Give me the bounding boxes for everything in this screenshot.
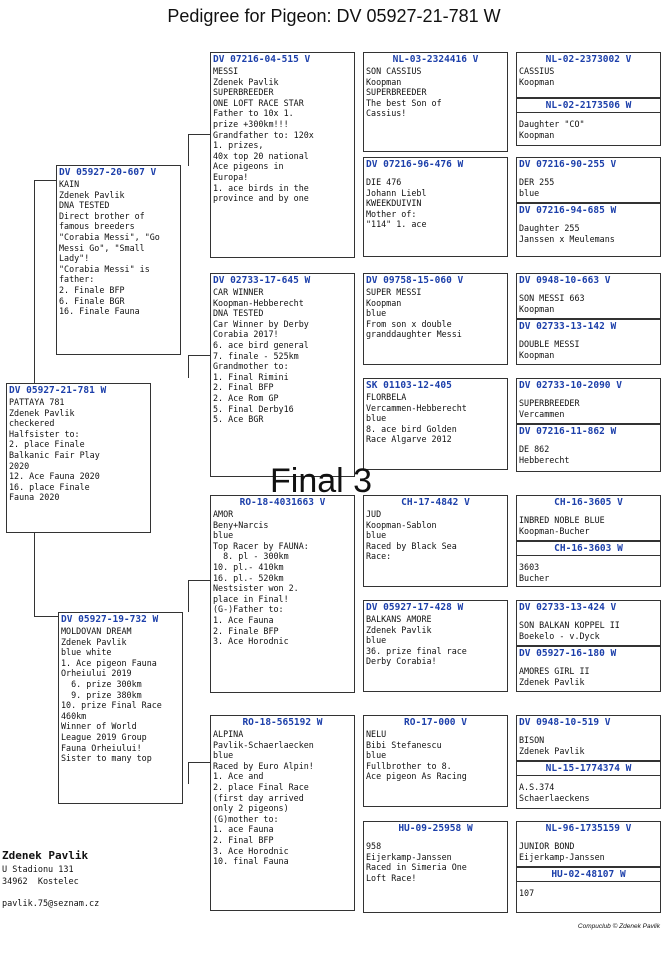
- ancestor-card-g4: [363, 157, 508, 257]
- detail-line: famous breeders: [59, 221, 135, 232]
- ancestor-card-g5: [516, 541, 661, 587]
- dam-card: [58, 612, 183, 804]
- ancestor-card-g5: [516, 715, 661, 761]
- detail-line: CASSIUS: [519, 66, 555, 76]
- detail-line: Nestsister won 2.: [213, 583, 299, 594]
- detail-line: Koopman: [519, 76, 555, 87]
- detail-line: 8. pl - 300km: [213, 551, 289, 562]
- ancestor-card-g4: [363, 600, 508, 692]
- detail-line: Race:: [366, 551, 392, 562]
- detail-line: Hebberecht: [519, 454, 570, 465]
- ring-number: NL-02-2373002 V: [545, 54, 632, 65]
- detail-line: 10. prize Final Race: [61, 700, 162, 711]
- detail-line: BALKANS AMORE: [366, 614, 432, 624]
- detail-line: 2. place Finale: [9, 439, 85, 450]
- ring-number: RO-17-000 V: [404, 717, 467, 728]
- ring-number: CH-16-3603 W: [517, 542, 660, 556]
- detail-line: JUD: [366, 509, 382, 519]
- detail-line: father:: [59, 274, 95, 285]
- detail-line: Fauna Orheiului!: [61, 742, 142, 753]
- detail-line: KAIN: [59, 179, 80, 189]
- ancestor-card-g4: [363, 495, 508, 587]
- detail-line: 5. Ace BGR: [213, 414, 264, 425]
- final-watermark: Final 3: [270, 462, 373, 500]
- detail-line: Car Winner by Derby: [213, 318, 309, 329]
- detail-line: Direct brother of: [59, 210, 145, 221]
- detail-line: 8. ace bird Golden: [366, 423, 457, 434]
- detail-line: Derby Corabia!: [366, 656, 437, 667]
- detail-line: 5. Final Derby16: [213, 403, 294, 414]
- detail-line: Koopman: [366, 76, 402, 87]
- detail-line: Balkanic Fair Play: [9, 449, 100, 460]
- detail-line: 6. ace bird general: [213, 339, 309, 350]
- detail-line: Loft Race!: [366, 872, 417, 883]
- granddam-maternal-card: [210, 715, 355, 911]
- ring-number: DV 0948-10-663 V: [519, 275, 611, 286]
- detail-line: 2. Final BFP: [213, 382, 274, 393]
- owner-address-line: 34962 Kostelec: [2, 877, 79, 887]
- ring-number: SK 01103-12-405: [366, 380, 452, 391]
- connector-line: [188, 355, 210, 356]
- ring-number: DV 07216-90-255 V: [519, 159, 617, 170]
- connector-line: [34, 616, 58, 617]
- ancestor-card-g5: [516, 495, 661, 541]
- ring-number: DV 07216-94-685 W: [519, 205, 617, 216]
- detail-line: AMOR: [213, 509, 234, 519]
- ring-number: NL-03-2324416 V: [392, 54, 479, 65]
- detail-line: Boekelo - v.Dyck: [519, 630, 600, 641]
- detail-line: Koopman-Sablon: [366, 519, 437, 530]
- ancestor-card-g5: [516, 600, 661, 646]
- detail-line: Ace pigeon As Racing: [366, 771, 467, 782]
- ancestor-card-g4: [363, 273, 508, 365]
- detail-line: Janssen x Meulemans: [519, 233, 615, 244]
- detail-line: Lady"!: [59, 253, 90, 264]
- ring-number: RO-18-4031663 V: [239, 497, 326, 508]
- detail-line: Koopman-Bucher: [519, 525, 590, 536]
- owner-info: [2, 848, 99, 910]
- pigeon-details: [7, 397, 150, 503]
- detail-line: Corabia 2017!: [213, 329, 279, 340]
- detail-line: 10. pl.- 410km: [213, 561, 284, 572]
- detail-line: The best Son of: [366, 97, 442, 108]
- ancestor-card-g5: [516, 273, 661, 319]
- ring-number: DV 05927-17-428 W: [366, 602, 464, 613]
- ancestor-card-g4: [363, 378, 508, 470]
- ancestor-card-g5: [516, 378, 661, 424]
- ring-number: NL-15-1774374 W: [517, 762, 660, 776]
- detail-line: 3. Ace Horodnic: [213, 845, 289, 856]
- detail-line: 1. Final Rimini: [213, 371, 289, 382]
- detail-line: 6. prize 300km: [61, 678, 142, 689]
- detail-line: DNA TESTED: [59, 200, 110, 211]
- detail-line: Mother of:: [366, 208, 417, 219]
- detail-line: 1. ace Fauna: [213, 824, 274, 835]
- ring-number: DV 05927-20-607 V: [59, 167, 157, 178]
- detail-line: 1. prizes,: [213, 140, 264, 151]
- detail-line: Bibi Stefanescu: [366, 739, 442, 750]
- detail-line: Raced in Simeria One: [366, 862, 467, 873]
- detail-line: Zdenek Pavlik: [61, 636, 127, 647]
- ring-number: HU-02-48107 W: [517, 868, 660, 882]
- ring-number: DV 05927-16-180 W: [519, 648, 617, 659]
- detail-line: SON BALKAN KOPPEL II: [519, 620, 620, 630]
- detail-line: SUPERBREEDER: [366, 87, 427, 98]
- ring-number: DV 02733-13-424 V: [519, 602, 617, 613]
- detail-line: only 2 pigeons): [213, 803, 289, 814]
- owner-name: Zdenek Pavlik: [2, 849, 89, 862]
- connector-line: [34, 532, 35, 616]
- detail-line: 1. ace birds in the: [213, 182, 309, 193]
- detail-line: Daughter "CO": [519, 119, 585, 129]
- detail-line: Orheiului 2019: [61, 668, 132, 679]
- detail-line: Cassius!: [366, 108, 407, 119]
- detail-line: 1. Ace and: [213, 771, 264, 782]
- detail-line: "114" 1. ace: [366, 219, 427, 230]
- detail-line: 40x top 20 national: [213, 150, 309, 161]
- detail-line: Zdenek Pavlik: [213, 76, 279, 87]
- detail-line: "Corabia Messi", "Go: [59, 231, 160, 242]
- ancestor-card-g5: [516, 319, 661, 365]
- detail-line: 7. finale - 525km: [213, 350, 299, 361]
- detail-line: SON CASSIUS: [366, 66, 422, 76]
- ring-number: DV 0948-10-519 V: [519, 717, 611, 728]
- detail-line: Fullbrother to 8.: [366, 760, 452, 771]
- ring-number: DV 02733-10-2090 V: [519, 380, 622, 391]
- detail-line: DNA TESTED: [213, 308, 264, 319]
- page-title: Pedigree for Pigeon: DV 05927-21-781 W: [167, 6, 501, 26]
- detail-line: blue: [519, 187, 540, 198]
- connector-line: [188, 580, 210, 581]
- detail-line: prize +300km!!!: [213, 118, 289, 129]
- detail-line: BISON: [519, 735, 545, 745]
- grandsire-paternal-card: [210, 52, 355, 258]
- connector-line: [188, 762, 210, 763]
- detail-line: Europa!: [213, 171, 249, 182]
- detail-line: blue: [213, 750, 234, 761]
- detail-line: Koopman: [519, 129, 555, 140]
- ring-number: HU-09-25958 W: [398, 823, 473, 834]
- detail-line: Daughter 255: [519, 223, 580, 233]
- detail-line: Bucher: [519, 572, 550, 583]
- detail-line: Johann Liebl: [366, 187, 427, 198]
- detail-line: 16. pl.- 520km: [213, 572, 284, 583]
- detail-line: DE 862: [519, 444, 550, 454]
- detail-line: 2. Finale BFP: [59, 284, 125, 295]
- ancestor-card-g4: [363, 52, 508, 152]
- detail-line: MOLDOVAN DREAM: [61, 626, 132, 636]
- ancestor-card-g5: [516, 646, 661, 692]
- ring-number: DV 05927-21-781 W: [9, 385, 107, 396]
- detail-line: Zdenek Pavlik: [519, 745, 585, 756]
- ring-number: CH-16-3605 V: [554, 497, 623, 508]
- detail-line: JUNIOR BOND: [519, 841, 575, 851]
- detail-line: 1. Ace Fauna: [213, 614, 274, 625]
- detail-line: AMORES GIRL II: [519, 666, 590, 676]
- detail-line: blue: [366, 635, 387, 646]
- detail-line: Ace pigeons in: [213, 161, 284, 172]
- detail-line: CAR WINNER: [213, 287, 264, 297]
- subject-pigeon-card: [6, 383, 151, 533]
- detail-line: SON MESSI 663: [519, 293, 585, 303]
- detail-line: granddaughter Messi: [366, 329, 462, 340]
- detail-line: FLORBELA: [366, 392, 407, 402]
- ancestor-card-g5: [516, 52, 661, 98]
- detail-line: DOUBLE MESSI: [519, 339, 580, 349]
- ancestor-card-g5: [516, 424, 661, 472]
- detail-line: Winner of World: [61, 721, 137, 732]
- detail-line: 36. prize final race: [366, 645, 467, 656]
- sire-card: [56, 165, 181, 355]
- detail-line: Father to 10x 1.: [213, 108, 294, 119]
- detail-line: (G-)Father to:: [213, 604, 284, 615]
- ancestor-card-g4: [363, 715, 508, 807]
- connector-line: [188, 355, 189, 378]
- ring-number: DV 02733-13-142 W: [519, 321, 617, 332]
- connector-line: [188, 134, 210, 135]
- ancestor-card-g5: [516, 821, 661, 867]
- detail-line: place in Final!: [213, 593, 289, 604]
- detail-line: Vercammen: [519, 408, 565, 419]
- detail-line: Zdenek Pavlik: [366, 624, 432, 635]
- ancestor-card-g5: [516, 157, 661, 203]
- detail-line: From son x double: [366, 318, 452, 329]
- granddam-paternal-card: [210, 273, 355, 477]
- detail-line: blue: [366, 530, 387, 541]
- detail-line: Halfsister to:: [9, 428, 80, 439]
- detail-line: Zdenek Pavlik: [9, 407, 75, 418]
- detail-line: Vercammen-Hebberecht: [366, 402, 467, 413]
- detail-line: Grandmother to:: [213, 361, 289, 372]
- ancestor-card-g5: [516, 203, 661, 257]
- ancestor-card-g4: [363, 821, 508, 913]
- detail-line: ALPINA: [213, 729, 244, 739]
- detail-line: SUPER MESSI: [366, 287, 422, 297]
- detail-line: Koopman-Hebberecht: [213, 297, 304, 308]
- detail-line: INBRED NOBLE BLUE: [519, 515, 605, 525]
- detail-line: Pavlik-Schaerlaecken: [213, 739, 314, 750]
- detail-line: blue white: [61, 647, 112, 658]
- detail-line: Beny+Narcis: [213, 519, 269, 530]
- connector-line: [188, 762, 189, 784]
- ring-number: DV 05927-19-732 W: [61, 614, 159, 625]
- detail-line: Eijerkamp-Janssen: [366, 851, 452, 862]
- detail-line: Koopman: [519, 349, 555, 360]
- detail-line: DER 255: [519, 177, 555, 187]
- detail-line: 6. Finale BGR: [59, 295, 125, 306]
- connector-line: [34, 180, 35, 385]
- detail-line: checkered: [9, 418, 55, 429]
- detail-line: Grandfather to: 120x: [213, 129, 314, 140]
- connector-line: [188, 580, 189, 612]
- ring-number: DV 02733-17-645 W: [213, 275, 311, 286]
- detail-line: ONE LOFT RACE STAR: [213, 97, 304, 108]
- detail-line: A.S.374: [519, 782, 555, 792]
- detail-line: Top Racer by FAUNA:: [213, 540, 309, 551]
- detail-line: Raced by Euro Alpin!: [213, 760, 314, 771]
- detail-line: blue: [366, 413, 387, 424]
- detail-line: 16. place Finale: [9, 481, 90, 492]
- detail-line: 12. Ace Fauna 2020: [9, 471, 100, 482]
- detail-line: League 2019 Group: [61, 731, 147, 742]
- ring-number: RO-18-565192 W: [242, 717, 323, 728]
- detail-line: Koopman: [519, 303, 555, 314]
- ring-number: DV 07216-11-862 W: [519, 426, 617, 437]
- detail-line: 10. final Fauna: [213, 856, 289, 867]
- detail-line: 2. place Final Race: [213, 781, 309, 792]
- detail-line: 2. Ace Rom GP: [213, 392, 279, 403]
- detail-line: Race Algarve 2012: [366, 434, 452, 445]
- detail-line: 16. Finale Fauna: [59, 306, 140, 317]
- detail-line: Schaerlaeckens: [519, 792, 590, 803]
- detail-line: Zdenek Pavlik: [519, 676, 585, 687]
- detail-line: Eijerkamp-Janssen: [519, 851, 605, 862]
- detail-line: province and by one: [213, 193, 309, 204]
- ring-number: DV 07216-04-515 V: [213, 54, 311, 65]
- detail-line: SUPERBREEDER: [213, 87, 274, 98]
- ring-number: CH-17-4842 V: [401, 497, 470, 508]
- detail-line: 1. Ace pigeon Fauna: [61, 657, 157, 668]
- detail-line: PATTAYA 781: [9, 397, 65, 407]
- detail-line: 9. prize 380km: [61, 689, 142, 700]
- ancestor-card-g5: [516, 761, 661, 809]
- detail-line: Koopman: [366, 297, 402, 308]
- detail-line: Sister to many top: [61, 753, 152, 764]
- owner-email: pavlik.75@seznam.cz: [2, 899, 100, 909]
- ring-number: DV 09758-15-060 V: [366, 275, 464, 286]
- detail-line: NELU: [366, 729, 387, 739]
- connector-line: [188, 134, 189, 166]
- detail-line: Raced by Black Sea: [366, 540, 457, 551]
- detail-line: SUPERBREEDER: [519, 398, 580, 408]
- detail-line: 460km: [61, 710, 87, 721]
- detail-line: 2020: [9, 460, 30, 471]
- ring-number: NL-02-2173506 W: [517, 99, 660, 113]
- ring-number: DV 07216-96-476 W: [366, 159, 464, 170]
- ring-number: NL-96-1735159 V: [545, 823, 632, 834]
- detail-line: Fauna 2020: [9, 492, 60, 503]
- detail-line: 2. Final BFP: [213, 834, 274, 845]
- copyright-footer: Compuclub © Zdenek Pavlik: [577, 923, 660, 930]
- owner-address-line: U Stadionu 131: [2, 865, 74, 875]
- detail-line: Messi Go", "Small: [59, 242, 145, 253]
- detail-line: 3603: [519, 562, 540, 572]
- detail-line: DIE 476: [366, 177, 402, 187]
- detail-line: (G)mother to:: [213, 813, 279, 824]
- detail-line: blue: [366, 308, 387, 319]
- detail-line: "Corabia Messi" is: [59, 263, 150, 274]
- detail-line: KWEEKDUIVIN: [366, 198, 422, 209]
- grandsire-maternal-card: [210, 495, 355, 693]
- detail-line: blue: [213, 530, 234, 541]
- detail-line: MESSI: [213, 66, 239, 76]
- ancestor-card-g5: [516, 867, 661, 913]
- detail-line: 3. Ace Horodnic: [213, 636, 289, 647]
- detail-line: blue: [366, 750, 387, 761]
- ancestor-card-g5: [516, 98, 661, 146]
- detail-line: 958: [366, 841, 382, 851]
- detail-line: 107: [519, 888, 535, 898]
- detail-line: Zdenek Pavlik: [59, 189, 125, 200]
- detail-line: (first day arrived: [213, 792, 304, 803]
- connector-line: [34, 180, 56, 181]
- detail-line: 2. Finale BFP: [213, 625, 279, 636]
